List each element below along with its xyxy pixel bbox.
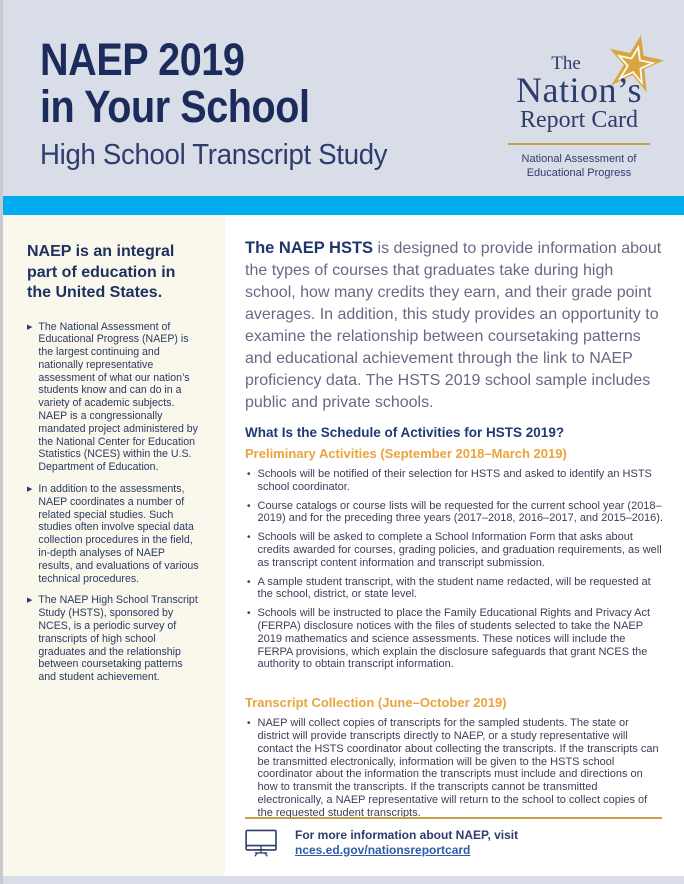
- section-heading-transcript-collection: Transcript Collection (June–October 2019): [245, 695, 507, 711]
- schedule-heading: What Is the Schedule of Activities for HSTS 2019?: [245, 425, 565, 440]
- accent-bar: [0, 196, 684, 215]
- footer-link[interactable]: nces.ed.gov/nationsreportcard: [295, 843, 471, 857]
- bullet-text: NAEP will collect copies of transcripts for the sampled students. The state or district will provide transcripts directly to NAEP, or a study representative will contact the HSTS coordinator about collecting the transcripts. If the transcripts can be transmitted electronically, information will be given to the HSTS school coordinator about the information the transcripts must include and directions on how to transmit the transcripts. If the transcripts cannot be transmitted electronically, a NAEP representative will return to the school to collect copies of the requested student transcripts.: [257, 717, 659, 819]
- intro-text: is designed to provide information about the types of courses that graduates take during high school, how many credits they earn, and their grade point averages. In addition, this study provides an opportunity to examine the relationship between coursetaking patterns and educational achievement through the link to NAEP proficiency data. The HSTS 2019 school sample includes public and private schools.: [245, 240, 662, 411]
- logo-the: The: [551, 53, 581, 74]
- list-item: [245, 500, 663, 526]
- dot-bullet-icon: •: [247, 500, 251, 512]
- list-item: [245, 531, 663, 569]
- page-title: [40, 36, 362, 130]
- footer-label: For more information about NAEP, visit: [295, 828, 519, 842]
- triangle-bullet-icon: ▶: [27, 486, 33, 494]
- bullet-text: Schools will be instructed to place the Family Educational Rights and Privacy Act (FERPA) disclosure notices with the files of students selected to take the NAEP 2019 mathematics and science assessments. These notices will include the FERPA provisions, which explain the disclosure safeguards that grant NCES the authority to obtain transcript information.: [257, 607, 651, 671]
- main-content: [245, 215, 663, 826]
- bullet-text: A sample student transcript, with the student name redacted, will be requested at the school, district, or state level.: [257, 575, 651, 601]
- dot-bullet-icon: •: [247, 576, 251, 588]
- bullet-text: Course catalogs or course lists will be requested for the current school year (2018–2019) and for the preceding three years (2017–2018, 2016–2017, and 2015–2016).: [257, 499, 664, 525]
- logo-tagline-line1: National Assessment of: [521, 153, 637, 165]
- list-item: [27, 321, 199, 475]
- sidebar-bullet-text: The NAEP High School Transcript Study (HSTS), sponsored by NCES, is a periodic survey of transcripts of high school graduates and the relationship between coursetaking patterns and student achievement.: [38, 594, 198, 684]
- title-block: [40, 36, 406, 171]
- page-left-edge: [0, 0, 3, 884]
- bullet-text: Schools will be notified of their selection for HSTS and asked to identify an HSTS school coordinator.: [257, 468, 652, 493]
- intro-paragraph: [245, 237, 663, 414]
- header: [0, 0, 684, 196]
- list-item: [245, 468, 663, 494]
- triangle-bullet-icon: ▶: [27, 597, 33, 605]
- sidebar-bullet-text: The National Assessment of Educational Progress (NAEP) is the largest continuing and nationally representative assessment of what our nation’s students know and can do in a variety of academic subjects. NAEP is a congressionally mandated project administered by the National Center for Education Statistics (NCES) within the U.S. Department of Education.: [38, 320, 198, 474]
- logo-report-card: Report Card: [520, 107, 638, 133]
- section-heading-preliminary: Preliminary Activities (September 2018–March 2019): [245, 446, 567, 461]
- logo-tagline: [490, 153, 668, 180]
- footer-text: [295, 828, 662, 858]
- monitor-icon: [245, 829, 279, 858]
- list-item: [245, 607, 663, 671]
- footer: [245, 817, 662, 858]
- logo-gold-rule: [508, 143, 650, 145]
- dot-bullet-icon: •: [247, 532, 251, 544]
- dot-bullet-icon: •: [247, 469, 251, 480]
- page-bottom-edge: [0, 876, 684, 884]
- list-item: [27, 594, 199, 684]
- dot-bullet-icon: •: [247, 718, 251, 730]
- page-subtitle: High School Transcript Study: [40, 139, 388, 171]
- list-item: [245, 717, 663, 819]
- dot-bullet-icon: •: [247, 608, 251, 620]
- logo-tagline-line2: Educational Progress: [526, 166, 632, 179]
- sidebar-heading: NAEP is an integral part of education in the United States.: [27, 243, 176, 301]
- page-title-line2: in Your School: [40, 81, 310, 132]
- list-item: [27, 483, 199, 585]
- intro-lead-in: The NAEP HSTS: [245, 239, 374, 257]
- triangle-bullet-icon: ▶: [27, 323, 33, 331]
- sidebar: [3, 215, 225, 876]
- sidebar-bullet-text: In addition to the assessments, NAEP coordinates a number of related special studies. Such studies often involve special data collection procedures in the field, in-depth analyses of NAEP results, and evaluations of various technical procedures.: [38, 483, 199, 585]
- nations-report-card-logo: [490, 36, 668, 180]
- bullet-text: Schools will be asked to complete a School Information Form that asks about credits awarded for courses, grading policies, and graduation requirements, as well as transcript content information and transcript submission.: [257, 531, 662, 569]
- list-item: [245, 576, 663, 602]
- page-title-line1: NAEP 2019: [40, 34, 245, 85]
- logo-nations: Nation’s: [516, 70, 642, 110]
